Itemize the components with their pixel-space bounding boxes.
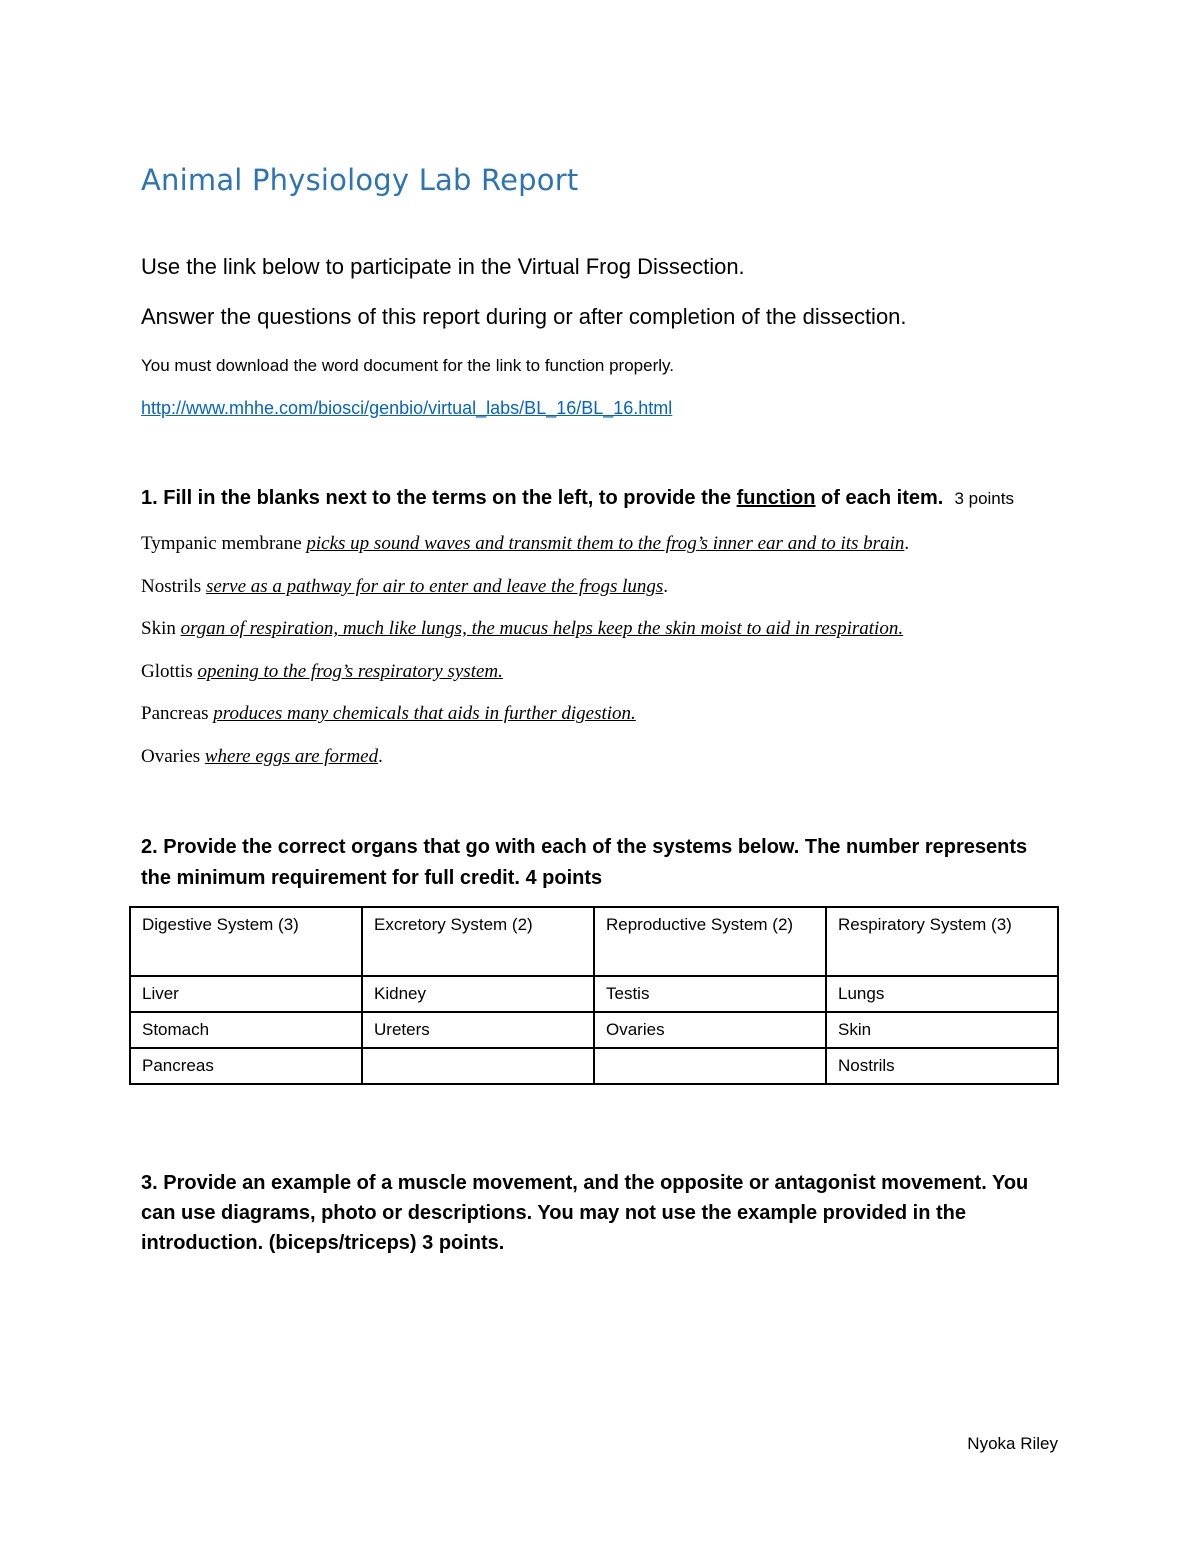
table-cell: Liver [130,976,362,1012]
answer-end: . [904,533,910,554]
answer-text: serve as a pathway for air to enter and leave the frogs lungs [205,576,664,597]
answer-text: picks up sound waves and transmit them to the frog’s inner ear and to its brain [306,533,905,554]
answer-row-tympanic [141,533,909,555]
answer-term: Pancreas [141,703,209,724]
table-cell: Kidney [362,976,594,1012]
answer-term: Nostrils [141,576,202,597]
header-digestive: Digestive System (3) [130,907,362,976]
table-row [130,1048,1058,1084]
header-reproductive: Reproductive System (2) [594,907,826,976]
answer-row-nostrils [141,576,668,598]
table-cell: Nostrils [826,1048,1058,1084]
answer-end: . [663,576,669,597]
answer-row-pancreas [141,703,636,725]
answer-text: produces many chemicals that aids in further digestion. [213,703,636,724]
table-header-row [130,907,1058,976]
answer-term: Tympanic membrane [141,533,302,554]
table-cell: Skin [826,1012,1058,1048]
table-cell: Testis [594,976,826,1012]
question-1-points: 3 points [954,489,1014,508]
question-1-suffix: of each item. [815,487,944,509]
organ-systems-table [129,906,1059,1085]
intro-line-2: Answer the questions of this report during or after completion of the dissection. [141,304,907,329]
download-note: You must download the word document for the link to function properly. [141,356,674,375]
header-respiratory: Respiratory System (3) [826,907,1058,976]
table-cell [594,1048,826,1084]
page-title: Animal Physiology Lab Report [141,163,579,197]
table-cell: Ovaries [594,1012,826,1048]
table-cell: Stomach [130,1012,362,1048]
table-cell: Ureters [362,1012,594,1048]
question-2: 2. Provide the correct organs that go with each of the systems below. The number represents the minimum requirement for full credit. 4 points [141,836,1028,889]
question-1-emphasis: function [736,487,816,509]
answer-text: organ of respiration, much like lungs, the mucus helps keep the skin moist to aid in respiration. [180,618,904,639]
table-cell: Pancreas [130,1048,362,1084]
question-1-prefix: 1. Fill in the blanks next to the terms on the left, to provide the [141,487,737,509]
virtual-lab-link[interactable]: http://www.mhhe.com/biosci/genbio/virtual_labs/BL_16/BL_16.html [141,398,673,418]
question-1 [141,487,1014,510]
answer-row-skin [141,618,903,640]
footer-author: Nyoka Riley [967,1434,1058,1453]
answer-term: Skin [141,618,176,639]
answer-text: opening to the frog’s respiratory system. [197,661,503,682]
answer-term: Ovaries [141,746,201,767]
table-cell [362,1048,594,1084]
answer-row-ovaries [141,746,383,768]
question-3: 3. Provide an example of a muscle movement, and the opposite or antagonist movement. You can use diagrams, photo or descriptions. You may not use the example provided in the introduction. (biceps/triceps) 3 points. [141,1172,1029,1254]
intro-line-1: Use the link below to participate in the Virtual Frog Dissection. [141,254,745,279]
header-excretory: Excretory System (2) [362,907,594,976]
answer-text: where eggs are formed [204,746,379,767]
table-row [130,1012,1058,1048]
table-cell: Lungs [826,976,1058,1012]
table-row [130,976,1058,1012]
answer-term: Glottis [141,661,193,682]
answer-end: . [378,746,383,767]
answer-row-glottis [141,661,503,683]
